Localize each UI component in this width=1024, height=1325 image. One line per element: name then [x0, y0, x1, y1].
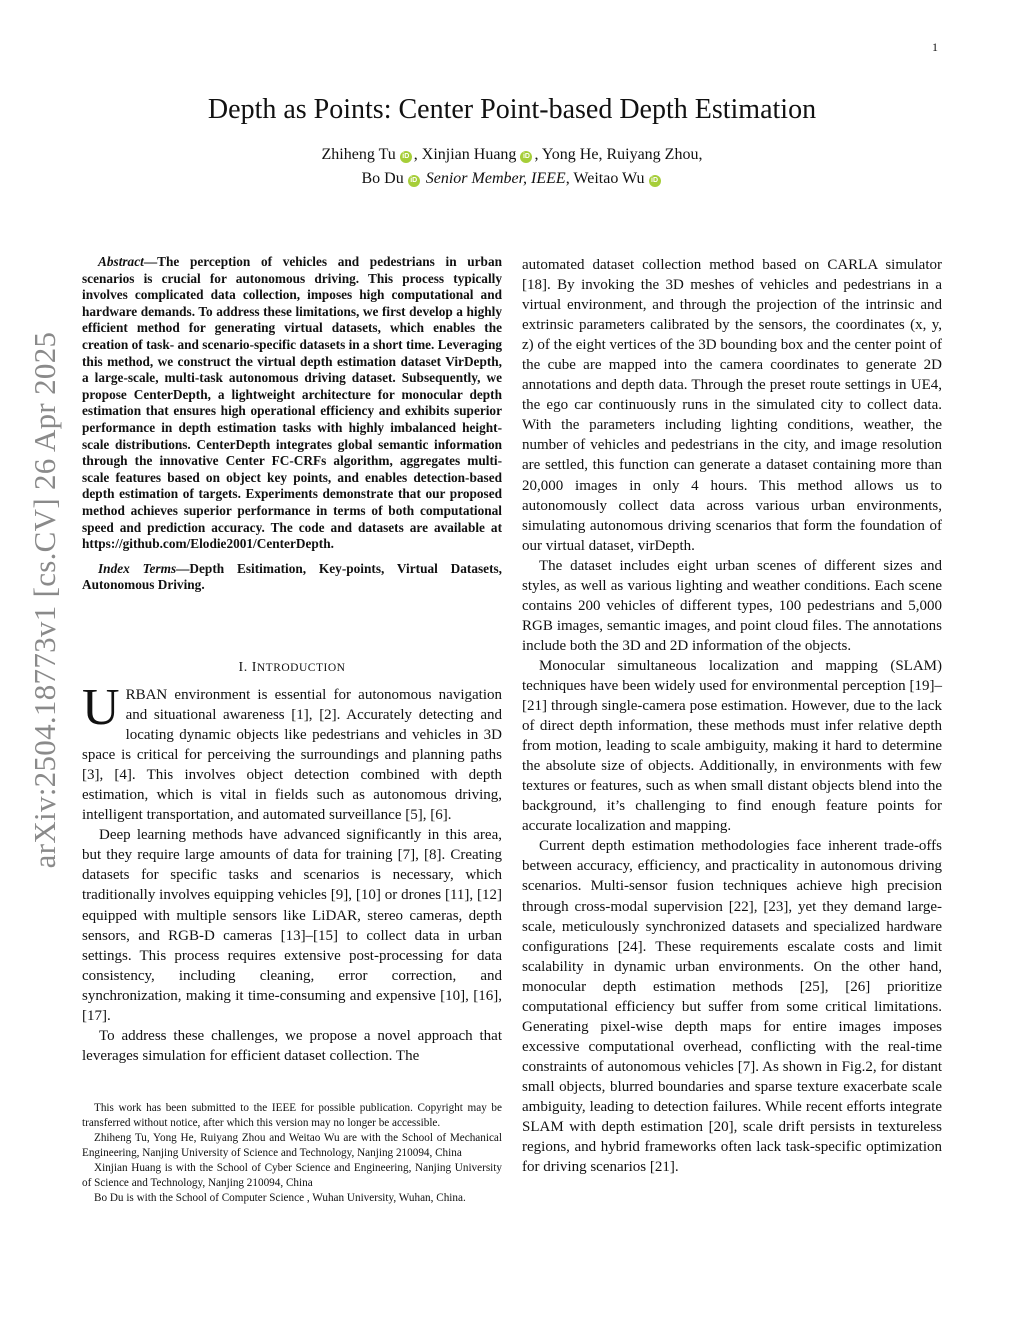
paper-title: Depth as Points: Center Point-based Depth Estimation [207, 94, 817, 125]
orcid-icon[interactable]: iD [520, 151, 532, 163]
orcid-icon[interactable]: iD [408, 175, 420, 187]
abstract-block [82, 254, 502, 602]
footnote-affiliation-1: Zhiheng Tu, Yong He, Ruiyang Zhou and Weitao Wu are with the School of Mechanical Engineering, Nanjing University of Science and Technology, Nanjing 210094, China [82, 1132, 502, 1159]
index-terms-label: Index Terms [98, 560, 177, 576]
author-line-2 [0, 167, 1024, 191]
intro-paragraph-3: To address these challenges, we propose a novel approach that leverages simulation for efficient dataset collection. The [82, 1027, 502, 1064]
intro-paragraph-2: Deep learning methods have advanced significantly in this area, but they require large amounts of data for training [7], [8]. Creating datasets for specific tasks and scenarios is necessary, which traditionally involves equipping vehicles [9], [10] or drones [11], [12] equipped with multiple sensors like LiDAR, stereo cameras, depth sensors, and RGB-D cameras [13]–[15] to collect data in urban settings. This process requires extensive post-processing for data consistency, including cleaning, error correction, and synchronization, making it time-consuming and expensive [10], [16], [17]. [82, 827, 502, 1024]
footnotes [82, 1101, 502, 1206]
author-he-zhou: , Yong He, Ruiyang Zhou, [534, 146, 703, 163]
footnote-ieee: This work has been submitted to the IEEE for possible publication. Copyright may be transferred without notice, after which this version may no longer be accessible. [82, 1102, 502, 1129]
arxiv-identifier-text: arXiv:2504.18773v1 [cs.CV] 26 Apr 2025 [27, 331, 62, 869]
author-tu: Zhiheng Tu [321, 146, 396, 163]
right-paragraph-3: Monocular simultaneous localization and mapping (SLAM) techniques have been widely used for environmental perception [19]–[21] through single-camera pose estimation. However, due to the lack of direct depth information, these methods must infer relative depth from motion, leading to scale ambiguity, making it hard to determine the absolute size of objects. Additionally, in environments with few textures or features, such as when small distant objects blend into the background, it’s challenging to find enough feature points for accurate localization and mapping. [522, 657, 942, 835]
dropcap-letter: U [82, 679, 120, 736]
orcid-icon[interactable]: iD [649, 175, 661, 187]
author-wu: , Weitao Wu [565, 170, 645, 187]
author-huang: , Xinjian Huang [413, 146, 517, 163]
section-heading-introduction: I. INTRODUCTION [238, 660, 346, 675]
page-number: 1 [932, 40, 938, 54]
right-paragraph-4: Current depth estimation methodologies face inherent trade-offs between accuracy, efficiency, and practicality in autonomous driving scenarios. Multi-sensor fusion techniques achieve high precision through cross-modal supervision [22], [23], yet they demand large-scale, meticulously synchronized datasets and specialized hardware configurations [24]. These requirements escalate costs and limit scalability in dynamic urban environments. On the other hand, monocular depth estimation methods [25], [26] prioritize computational efficiency but suffer from some critical limitations. Generating pixel-wise depth maps for entire images imposes excessive computational overhead, conflicting with the real-time constraints of autonomous vehicles [7]. As shown in Fig.2, for distant small objects, blurred boundaries and sparse texture exacerbate scale ambiguity, leading to detection failures. While recent efforts integrate SLAM with depth estimation [20], scale drift persists in textureless regions, and hybrid frameworks often lack task-specific optimization for driving scenarios [21]. [522, 838, 942, 1176]
author-du: Bo Du [361, 170, 404, 187]
intro-paragraph-1: URBAN environment is essential for autonomous navigation and situational awareness [1], [2]. Accurately detecting and locating dynamic objects like pedestrians and vehicles in 3D space is critical for perceiving the surroundings and planning paths [3], [4]. This involves object detection combined with depth estimation, which is vital in fields such as autonomous driving, intelligent transportation, and automated surveillance [5], [6]. [82, 679, 502, 824]
abstract-text: The perception of vehicles and pedestrians in urban scenarios is crucial for autonomous driving. This process typically involves complicated data collection, imposes high computational and hardware demands. To address these limitations, we first develop a highly efficient method for generating virtual datasets, which enables the creation of task- and scenario-specific datasets in a short time. Leveraging this method, we construct the virtual depth estimation dataset VirDepth, a large-scale, multi-task autonomous driving dataset. Subsequently, we propose CenterDepth, a lightweight architecture for monocular depth estimation that ensures high operational efficiency and exhibits superior performance in depth estimation tasks with highly imbalanced height-scale distributions. CenterDepth integrates global semantic information through the innovative Center FC-CRFs algorithm, aggregates multi-scale features based on object key points, and enables detection-based depth estimation of targets. Experiments demonstrate that our proposed method achieves superior performance in terms of both computational speed and prediction accuracy. The code and datasets are available at https://github.com/Elodie2001/CenterDepth. [82, 254, 502, 552]
footnote-affiliation-2: Xinjian Huang is with the School of Cyber Science and Engineering, Nanjing University of Science and Technology, Nanjing 210094, China [82, 1162, 502, 1189]
right-column-body [522, 255, 942, 1177]
author-du-role: Senior Member, IEEE [425, 170, 566, 187]
index-terms-paragraph: Index Terms—Depth Esitimation, Key-points, Virtual Datasets, Autonomous Driving. [82, 560, 502, 593]
author-line-1 [0, 143, 1024, 167]
orcid-icon[interactable]: iD [400, 151, 412, 163]
right-paragraph-2: The dataset includes eight urban scenes of different sizes and styles, as well as various lighting and weather conditions. Each scene contains 200 vehicles of different types, 100 pedestrians and 5,000 RGB images, semantic images, and point cloud files. The annotations include both the 3D and 2D information of the objects. [522, 557, 942, 654]
abstract-paragraph: Abstract—The perception of vehicles and pedestrians in urban scenarios is crucial for autonomous driving. This process typically involves complicated data collection, imposes high computational and hardware demands. To address these limitations, we first develop a highly efficient method for generating virtual datasets, which enables the creation of task- and scenario-specific datasets in a short time. Leveraging this method, we construct the virtual depth estimation dataset VirDepth, a large-scale, multi-task autonomous driving dataset. Subsequently, we propose CenterDepth, a lightweight architecture for monocular depth estimation that ensures high operational efficiency and exhibits superior performance in depth estimation tasks with highly imbalanced height-scale distributions. CenterDepth integrates global semantic information through the innovative Center FC-CRFs algorithm, aggregates multi-scale features based on object key points, and enables detection-based depth estimation of targets. Experiments demonstrate that our proposed method achieves superior performance in terms of both computational speed and prediction accuracy. The code and datasets are available at https://github.com/Elodie2001/CenterDepth. [82, 254, 502, 552]
index-terms-text: Depth Esitimation, Key-points, Virtual Datasets, Autonomous Driving. [82, 560, 502, 593]
right-paragraph-1: automated dataset collection method based on CARLA simulator [18]. By invoking the 3D meshes of vehicles and pedestrians in a virtual environment, and through the projection of the intrinsic and extrinsic parameters calibrated by the sensors, the coordinates (x, y, z) of the eight vertices of the 3D bounding box and the center point of the cube are mapped into the camera coordinates to generate 2D annotations and depth data. Through the preset route settings in UE4, the ego car continuously runs in the simulated city to collect data. With the parameters including lighting conditions, weather, the number of vehicles and pedestrians in the city, and image resolution are settled, this function can generate a dataset containing more than 20,000 images in only 4 hours. This method allows us to autonomously collect data across various urban environments, simulating autonomous driving scenarios that form the foundation of our virtual dataset, virDepth. [522, 257, 942, 554]
abstract-label: Abstract [98, 254, 144, 269]
introduction-body [82, 679, 502, 1066]
footnote-affiliation-3: Bo Du is with the School of Computer Science , Wuhan University, Wuhan, China. [94, 1192, 466, 1204]
